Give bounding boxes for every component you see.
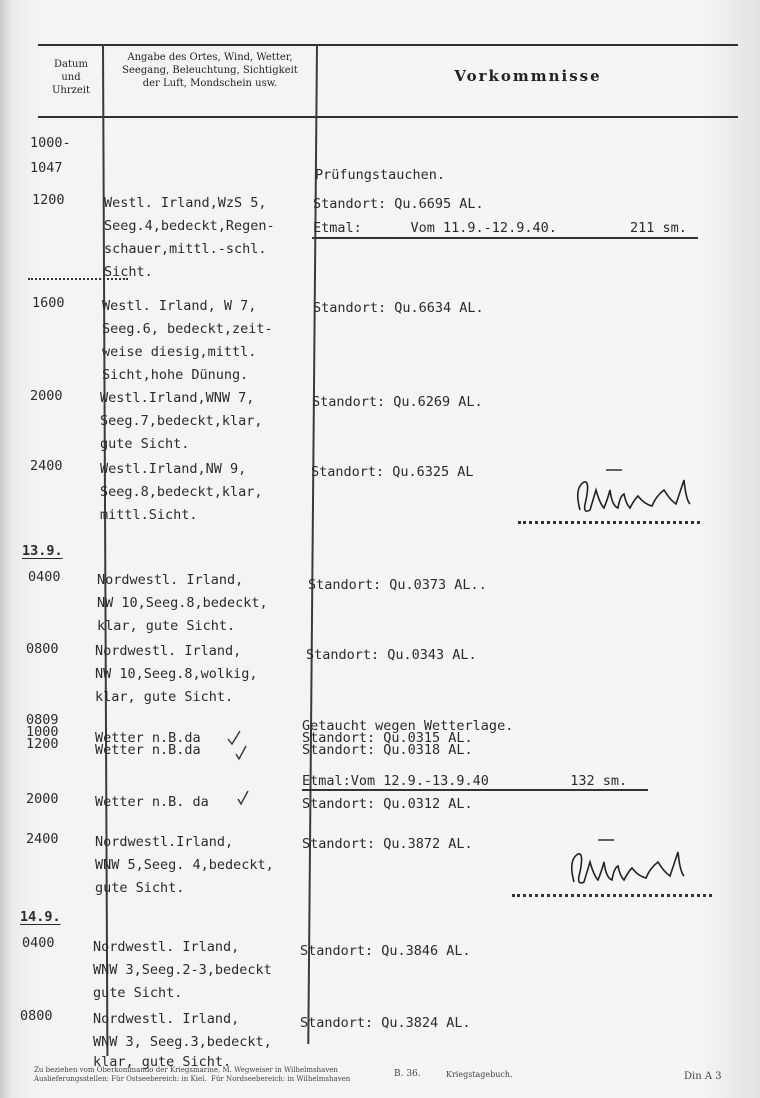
- header-events-label: Vorkommnisse: [454, 67, 602, 85]
- event-entry: Prüfungstauchen.: [315, 167, 446, 183]
- event-entry: Standort: Qu.6325 AL: [311, 464, 474, 480]
- conditions-entry: klar, gute Sicht.: [97, 618, 236, 634]
- conditions-entry: Seeg.7,bedeckt,klar,: [100, 413, 263, 429]
- conditions-entry: Nordwestl. Irland,: [97, 572, 244, 588]
- conditions-entry: klar, gute Sicht.: [93, 1054, 232, 1070]
- footer-form-number: B. 36.: [394, 1069, 421, 1079]
- etmal-underline: [312, 237, 698, 239]
- conditions-entry: weise diesig,mittl.: [102, 344, 257, 360]
- header-date-line-1: Datum: [54, 59, 88, 70]
- etmal-entry: Etmal:Vom 12.9.-13.9.40 132 sm.: [302, 773, 628, 789]
- header-loc-line-2: Seegang, Beleuchtung, Sichtigkeit: [122, 65, 298, 76]
- time-entry: 2000: [30, 388, 63, 404]
- conditions-entry: Nordwestl. Irland,: [93, 939, 240, 955]
- event-entry: Standort: Qu.6634 AL.: [313, 300, 484, 316]
- event-block: Getaucht wegen Wetterlage. Standort: Qu.0315 AL. Standort: Qu.0318 AL.: [302, 718, 514, 758]
- event-entry: Standort: Qu.6269 AL.: [312, 394, 483, 410]
- date-heading: 14.9.: [20, 909, 61, 925]
- signature-1: [560, 460, 710, 530]
- conditions-entry: Sicht.: [104, 264, 153, 280]
- conditions-entry: Wetter n.B. da: [95, 794, 209, 810]
- event-entry: Standort: Qu.0373 AL..: [308, 577, 487, 593]
- header-loc-line-3: der Luft, Mondschein usw.: [142, 78, 278, 89]
- etmal-underline: [302, 789, 648, 791]
- signature-2: [556, 834, 706, 898]
- conditions-entry: klar, gute Sicht.: [95, 689, 234, 705]
- header-location-weather: [104, 51, 316, 90]
- time-entry: 2400: [30, 458, 63, 474]
- conditions-entry: WNW 3, Seeg.3,bedeckt,: [93, 1034, 272, 1050]
- check-mark-icon: [236, 790, 250, 806]
- event-entry: Standort: Qu.3872 AL.: [302, 836, 473, 852]
- conditions-entry: Westl. Irland,WzS 5,: [104, 195, 267, 211]
- conditions-entry: schauer,mittl.-schl.: [104, 241, 267, 257]
- conditions-entry: NW 10,Seeg.8,wolkig,: [95, 666, 258, 682]
- conditions-entry: Seeg.6, bedeckt,zeit-: [102, 321, 273, 337]
- etmal-entry: Etmal: Vom 11.9.-12.9.40. 211 sm.: [313, 220, 687, 236]
- time-entry: 1200: [32, 192, 65, 208]
- time-entry: 2400: [26, 831, 59, 847]
- conditions-entry: Westl.Irland,NW 9,: [100, 461, 247, 477]
- footer-publisher: Zu beziehen vom Oberkommando der Kriegsmarine, M. Wegweiser in Wilhelmshaven Auslieferungsstellen: Für Ostseebereich: in Kiel. Für Nordseebereich: in Wilhelmshaven: [34, 1066, 351, 1083]
- signature-dotted-line-2: [512, 894, 712, 897]
- conditions-entry: WNW 3,Seeg.2-3,bedeckt: [93, 962, 272, 978]
- footer-form-title: Kriegstagebuch.: [446, 1070, 513, 1079]
- conditions-entry: Westl.Irland,WNW 7,: [100, 390, 255, 406]
- header-top-rule: [38, 44, 738, 46]
- date-heading: 13.9.: [22, 543, 63, 559]
- header-date-time: [40, 58, 102, 97]
- header-date-line-3: Uhrzeit: [51, 85, 91, 96]
- event-entry: Standort: Qu.6695 AL.: [313, 196, 484, 212]
- conditions-entry: Sicht,hohe Dünung.: [102, 367, 249, 383]
- conditions-entry: WNW 5,Seeg. 4,bedeckt,: [95, 857, 274, 873]
- conditions-entry: Nordwestl. Irland,: [93, 1011, 240, 1027]
- time-entry: 0800: [20, 1008, 53, 1024]
- time-entry: 0800: [26, 641, 59, 657]
- conditions-entry: Nordwestl. Irland,: [95, 643, 242, 659]
- event-entry: Standort: Qu.0312 AL.: [302, 796, 473, 812]
- conditions-entry: Seeg.8,bedeckt,klar,: [100, 484, 263, 500]
- event-entry: Standort: Qu.3846 AL.: [300, 943, 471, 959]
- time-entry: 2000: [26, 791, 59, 807]
- conditions-entry: Nordwestl.Irland,: [95, 834, 234, 850]
- time-entry: 1047: [30, 160, 63, 176]
- conditions-entry: gute Sicht.: [100, 436, 190, 452]
- event-entry: Standort: Qu.0343 AL.: [306, 647, 477, 663]
- header-date-line-2: und: [61, 72, 81, 83]
- check-mark-icon: [234, 745, 248, 761]
- conditions-block: Wetter n.B.da Wetter n.B.da: [95, 730, 201, 758]
- conditions-entry: mittl.Sicht.: [100, 507, 198, 523]
- header-bottom-rule: [38, 116, 738, 118]
- event-entry: Standort: Qu.3824 AL.: [300, 1015, 471, 1031]
- time-entry: 1000-: [30, 135, 71, 151]
- conditions-entry: gute Sicht.: [95, 880, 185, 896]
- time-entry: 0400: [22, 935, 55, 951]
- conditions-entry: Seeg.4,bedeckt,Regen-: [104, 218, 275, 234]
- header-events: [318, 67, 738, 85]
- conditions-entry: gute Sicht.: [93, 985, 183, 1001]
- time-entry: 0400: [28, 569, 61, 585]
- conditions-entry: Westl. Irland, W 7,: [102, 298, 257, 314]
- conditions-entry: NW 10,Seeg.8,bedeckt,: [97, 595, 268, 611]
- time-entry: 1600: [32, 295, 65, 311]
- check-mark-icon: [226, 730, 242, 746]
- footer-din: Din A 3: [684, 1071, 722, 1082]
- header-loc-line-1: Angabe des Ortes, Wind, Wetter,: [127, 52, 293, 63]
- dotted-separator: [28, 278, 128, 280]
- time-block: 0809 1000 1200: [26, 712, 59, 752]
- signature-dotted-line-1: [518, 521, 700, 524]
